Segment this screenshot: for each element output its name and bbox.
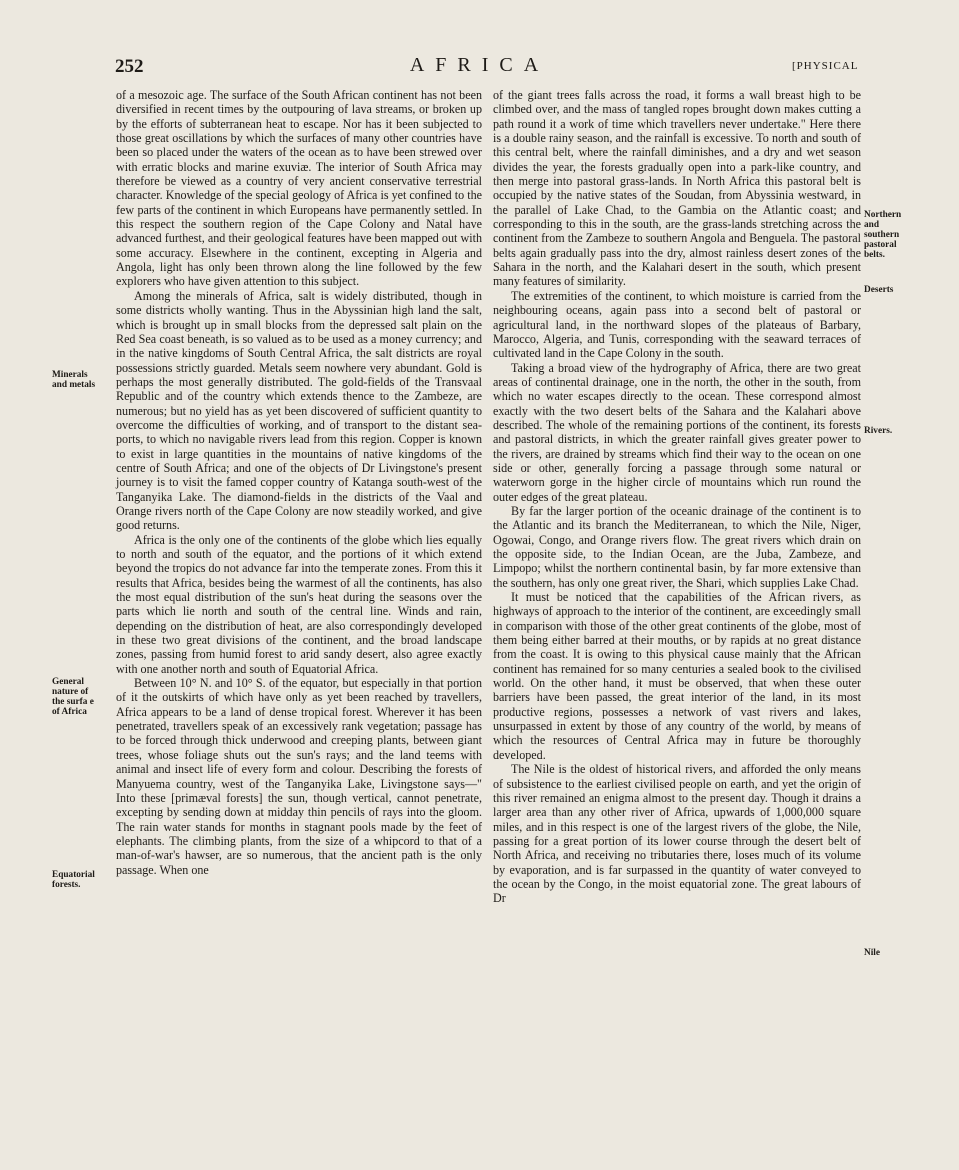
paragraph-oceanic-drainage: By far the larger portion of the oceanic drainage of the continent is to the Atlantic and its branch the Mediterranean, to which the Nile, Niger, Ogowai, Congo, and Orange rivers flow. The great rivers which drain on the opposite side, to the Indian Ocean, are the Juba, Zambeze, and Limpopo; whilst the northern continental basin, by far more extensive than the southern, has only one great river, the Shari, which supplies Lake Chad. [493, 503, 861, 590]
paragraph-general-nature: Africa is the only one of the continents of the globe which lies equally to north and south of the equator, and the portions of it which extend beyond the tropics do not advance far into the temperate zones. From this it results that Africa, besides being the warmest of all the continents, has also the most equal distribution of the sun's heat during the seasons over the parts which lie north and south of the central line. Winds and rain, depending on the distribution of heat, are also correspondingly developed in these two great divisions of the continent, and the broad landscape zones, passing from humid forest to arid sandy desert, also agree exactly with one another north and south of Equatorial Africa. [116, 532, 482, 676]
margin-note-deserts: Deserts [864, 285, 894, 295]
paragraph-geology: of a mesozoic age. The surface of the South African continent has not been diversified in recent times by the outpouring of lava streams, or broken up by the efforts of subterranean heat to escape. Nor has it been subjected to those great oscillations by which the surfaces of many other countries have been so placed under the waters of the ocean as to have been strewed over with erratic blocks and marine exuviæ. The interior of South Africa may therefore be viewed as a country of very ancient conservative terrestrial character. Knowledge of the special geology of Africa is yet confined to the few parts of the continent in which Europeans have permanently settled. In this respect the southern region of the Cape Colony and Natal have advanced furthest, and their geological features have been mapped out with some accuracy. Elsewhere in the continent, excepting in Algeria and Angola, light has only been thrown along the line followed by the few explorers who have given attention to this subject. [116, 88, 482, 289]
running-header [0, 52, 959, 82]
paragraph-pastoral-belts: of the giant trees falls across the road, it forms a wall breast high to be climbed over, and the mass of tangled ropes brought down makes cutting a path round it a work of time which travellers never undertake." Here there is a double rainy season, and the rainfall is excessive. To north and south of this central belt, where the rainfall diminishes, and a dry and wet season divides the year, the forests gradually open into a park-like country, and then merge into pastoral grass-lands. In North Africa this pastoral belt is occupied by the native states of the Soudan, from Abyssinia westward, in the parallel of Lake Chad, to the Gambia on the Atlantic coast; and corresponding to this in the south, are the grass-lands stretching across the continent from the Zambeze to southern Angola and Benguela. The pastoral belts again gradually pass into the dry, almost rainless desert zones of the Sahara in the north, and the Kalahari desert in the south, which present many features of similarity. [493, 88, 861, 289]
paragraph-hydrography: Taking a broad view of the hydrography of Africa, there are two great areas of continental drainage, one in the north, the other in the south, from which no water escapes directly to the ocean. These correspond almost exactly with the two desert belts of the Sahara and the Kalahari above described. The whole of the remaining portions of the continent, its forests and pastoral districts, in which the greater rainfall gives greater power to the rivers, are drained by streams which find their way to the ocean on one side or other, generally forcing a passage through some natural or waterworn gorge in the higher circle of mountains which run round the outer edges of the great plateau. [493, 360, 861, 504]
margin-note-general-nature: General nature of the surfa e of Africa [52, 677, 94, 717]
margin-note-equatorial-forests: Equatorial forests. [52, 870, 95, 890]
paragraph-nile: The Nile is the oldest of historical rivers, and afforded the only means of subsistence to the earliest civilised people on earth, and yet the origin of this river remained an enigma almost to the present day. Though it drains a larger area than any other river of Africa, upwards of 1,000,000 square miles, and in this respect is one of the largest rivers of the globe, the Nile, passing for a great portion of its lower course through the desert belt of North Africa, and receiving no tributaries there, loses much of its volume by evaporation, and is far surpassed in the quantity of water conveyed to the ocean by the Congo, in the moist equatorial zone. The great labours of Dr [493, 762, 861, 906]
running-title: AFRICA [409, 54, 550, 76]
margin-note-pastoral-belts: Northern and southern pastoral belts. [864, 210, 902, 260]
paragraph-river-capabilities: It must be noticed that the capabilities of the African rivers, as highways of approach to the interior of the continent, are exceedingly small in comparison with those of the other great continents of the globe, most of them being either barred at their mouths, or by rapids at no great distance from the coast. It is owing to this physical cause mainly that the African continent has remained for so many centuries a sealed book to the civilised world. On the other hand, it must be observed, that when these outer barriers have been passed, the great interior of the land, in its most productive regions, possesses a network of vast rivers and lakes, unsurpassed in extent by those of any country of the world, by means of which the resources of Central Africa may in future be thoroughly developed. [493, 590, 861, 762]
margin-note-nile: Nile [864, 948, 881, 958]
margin-note-rivers: Rivers. [864, 426, 893, 436]
paragraph-minerals: Among the minerals of Africa, salt is widely distributed, though in some districts wholly wanting. Thus in the Abyssinian high land the salt, which is brought up in small blocks from the depressed salt plain on the Red Sea coast beneath, is so valued as to be used as a money currency; and in the native kingdoms of South Central Africa, the salt districts are royal possessions strictly guarded. Metals seem nowhere very abundant. Gold is perhaps the most generally distributed. The gold-fields of the Transvaal Republic and of the country which extends thence to the Zambeze, are numerous; but no yield has as yet been discovered of sufficient quantity to overcome the difficulties of working, and of transport to the distant sea-ports, to which no navigable rivers lead from this region. Copper is known to exist in large quantities in the mountains of native kingdoms of the centre of South Africa; and one of the objects of Dr Livingstone's present journey is to visit the famed copper country of Katanga south-west of the Tanganyika Lake. The diamond-fields in the districts of the Vaal and Orange rivers north of the Cape Colony are now steadily worked, and give good returns. [116, 288, 482, 533]
paragraph-equatorial-forests: Between 10° N. and 10° S. of the equator, but especially in that portion of it the outskirts of which have only as yet been reached by travellers, Africa appears to be a land of dense tropical forest. Wherever it has been penetrated, travellers speak of an excessively rank vegetation; passage has to be forced through thick underwood and creeping plants, between giant trees, whose foliage shuts out the sun's rays; and the land teems with animal and insect life of every form and colour. Describing the forests of Manyuema country, west of the Tanganyika Lake, Livingstone says—" Into these [primæval forests] the sun, though vertical, cannot penetrate, excepting by sending down at midday thin pencils of rays into the gloom. The rain water stands for months in stagnant pools made by the feet of elephants. The climbing plants, from the size of a whipcord to that of a man-of-war's hawser, are so numerous, that the ancient path is the only passage. When one [116, 676, 482, 877]
page-number: 252 [115, 56, 144, 77]
margin-note-minerals: Minerals and metals [52, 370, 96, 390]
left-column [116, 88, 482, 877]
paragraph-extremities: The extremities of the continent, to which moisture is carried from the neighbouring oceans, again pass into a second belt of pastoral or agricultural land, in the northward slopes of the plateaus of Barbary, Marocco, Algeria, and Tunis, corresponding with the seaward terraces of cultivated land in the Cape Colony in the south. [493, 288, 861, 361]
right-column [493, 88, 861, 906]
running-section-label: [PHYSICAL [792, 60, 859, 72]
